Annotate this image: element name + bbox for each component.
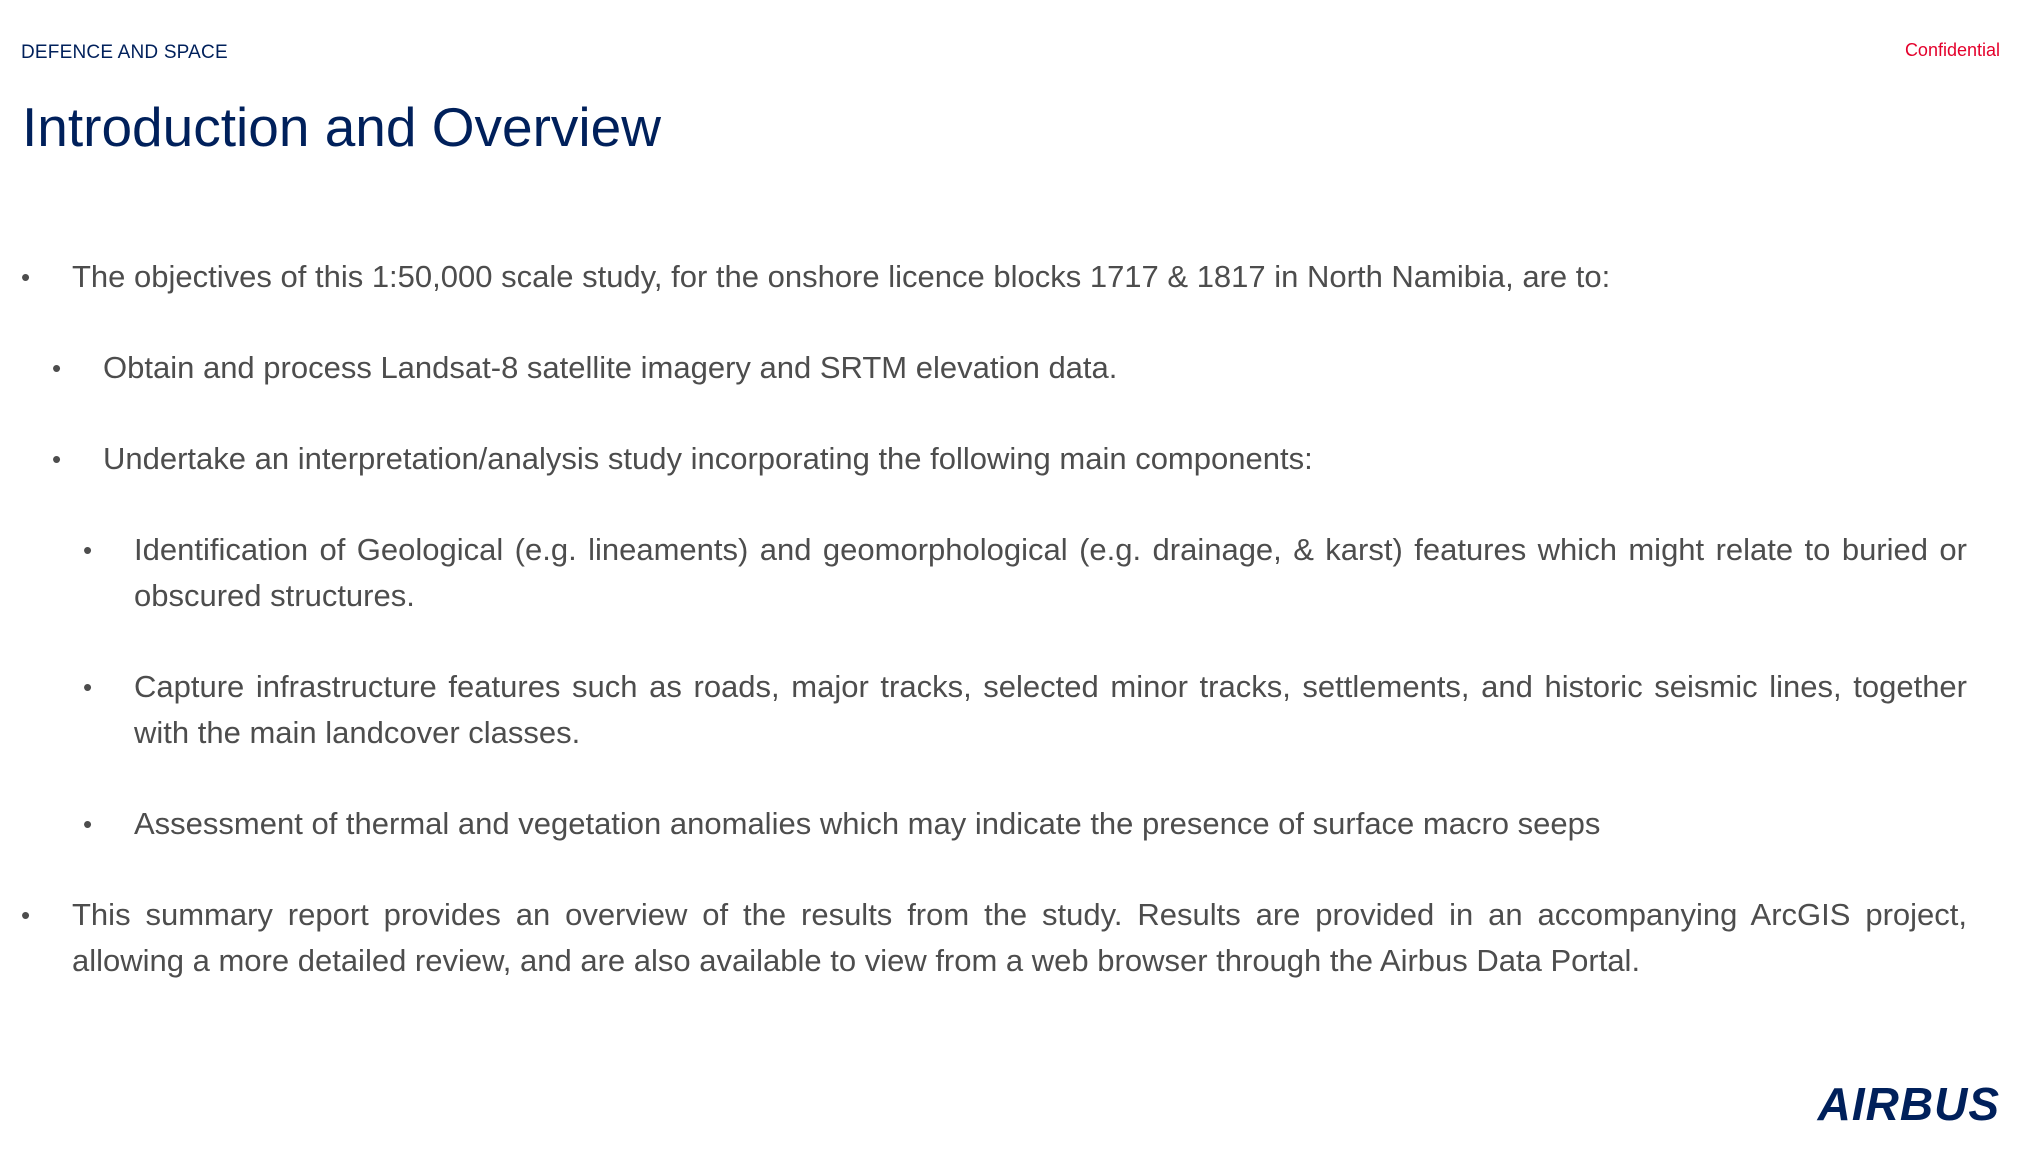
division-label: DEFENCE AND SPACE: [21, 42, 228, 63]
bullet-list: [0, 254, 2022, 1029]
bullet-icon: •: [83, 535, 93, 565]
list-item: [0, 254, 1967, 300]
list-item-text: This summary report provides an overview of the results from the study. Results are provided in an accompanying ArcGIS project, allowing a more detailed review, and are also available to view from a web browser through the Airbus Data Portal.: [72, 897, 1967, 978]
list-item: [0, 892, 1967, 984]
classification-label: Confidential: [1904, 40, 2000, 60]
list-item-text: The objectives of this 1:50,000 scale study, for the onshore licence blocks 1717 & 1817 in North Namibia, are to:: [72, 259, 1611, 294]
list-item-text: Obtain and process Landsat-8 satellite imagery and SRTM elevation data.: [103, 350, 1118, 385]
list-item-text: Assessment of thermal and vegetation anomalies which may indicate the presence of surface macro seeps: [134, 806, 1601, 841]
bullet-icon: •: [83, 672, 93, 702]
bullet-icon: •: [21, 900, 31, 930]
bullet-icon: •: [21, 262, 31, 292]
bullet-icon: •: [52, 353, 62, 383]
list-item: [0, 436, 1967, 482]
list-item: [0, 345, 1967, 391]
airbus-logo: AIRBUS: [1817, 1078, 2000, 1130]
bullet-icon: •: [83, 809, 93, 839]
list-item: [0, 801, 1967, 847]
bullet-icon: •: [52, 444, 62, 474]
list-item-text: Identification of Geological (e.g. lineaments) and geomorphological (e.g. drainage, & karst) features which might relate to buried or obscured structures.: [134, 532, 1967, 613]
list-item: [0, 527, 1967, 619]
page-title: Introduction and Overview: [22, 96, 661, 158]
list-item: [0, 664, 1967, 756]
list-item-text: Undertake an interpretation/analysis study incorporating the following main components:: [103, 441, 1313, 476]
list-item-text: Capture infrastructure features such as roads, major tracks, selected minor tracks, settlements, and historic seismic lines, together with the main landcover classes.: [134, 669, 1967, 750]
